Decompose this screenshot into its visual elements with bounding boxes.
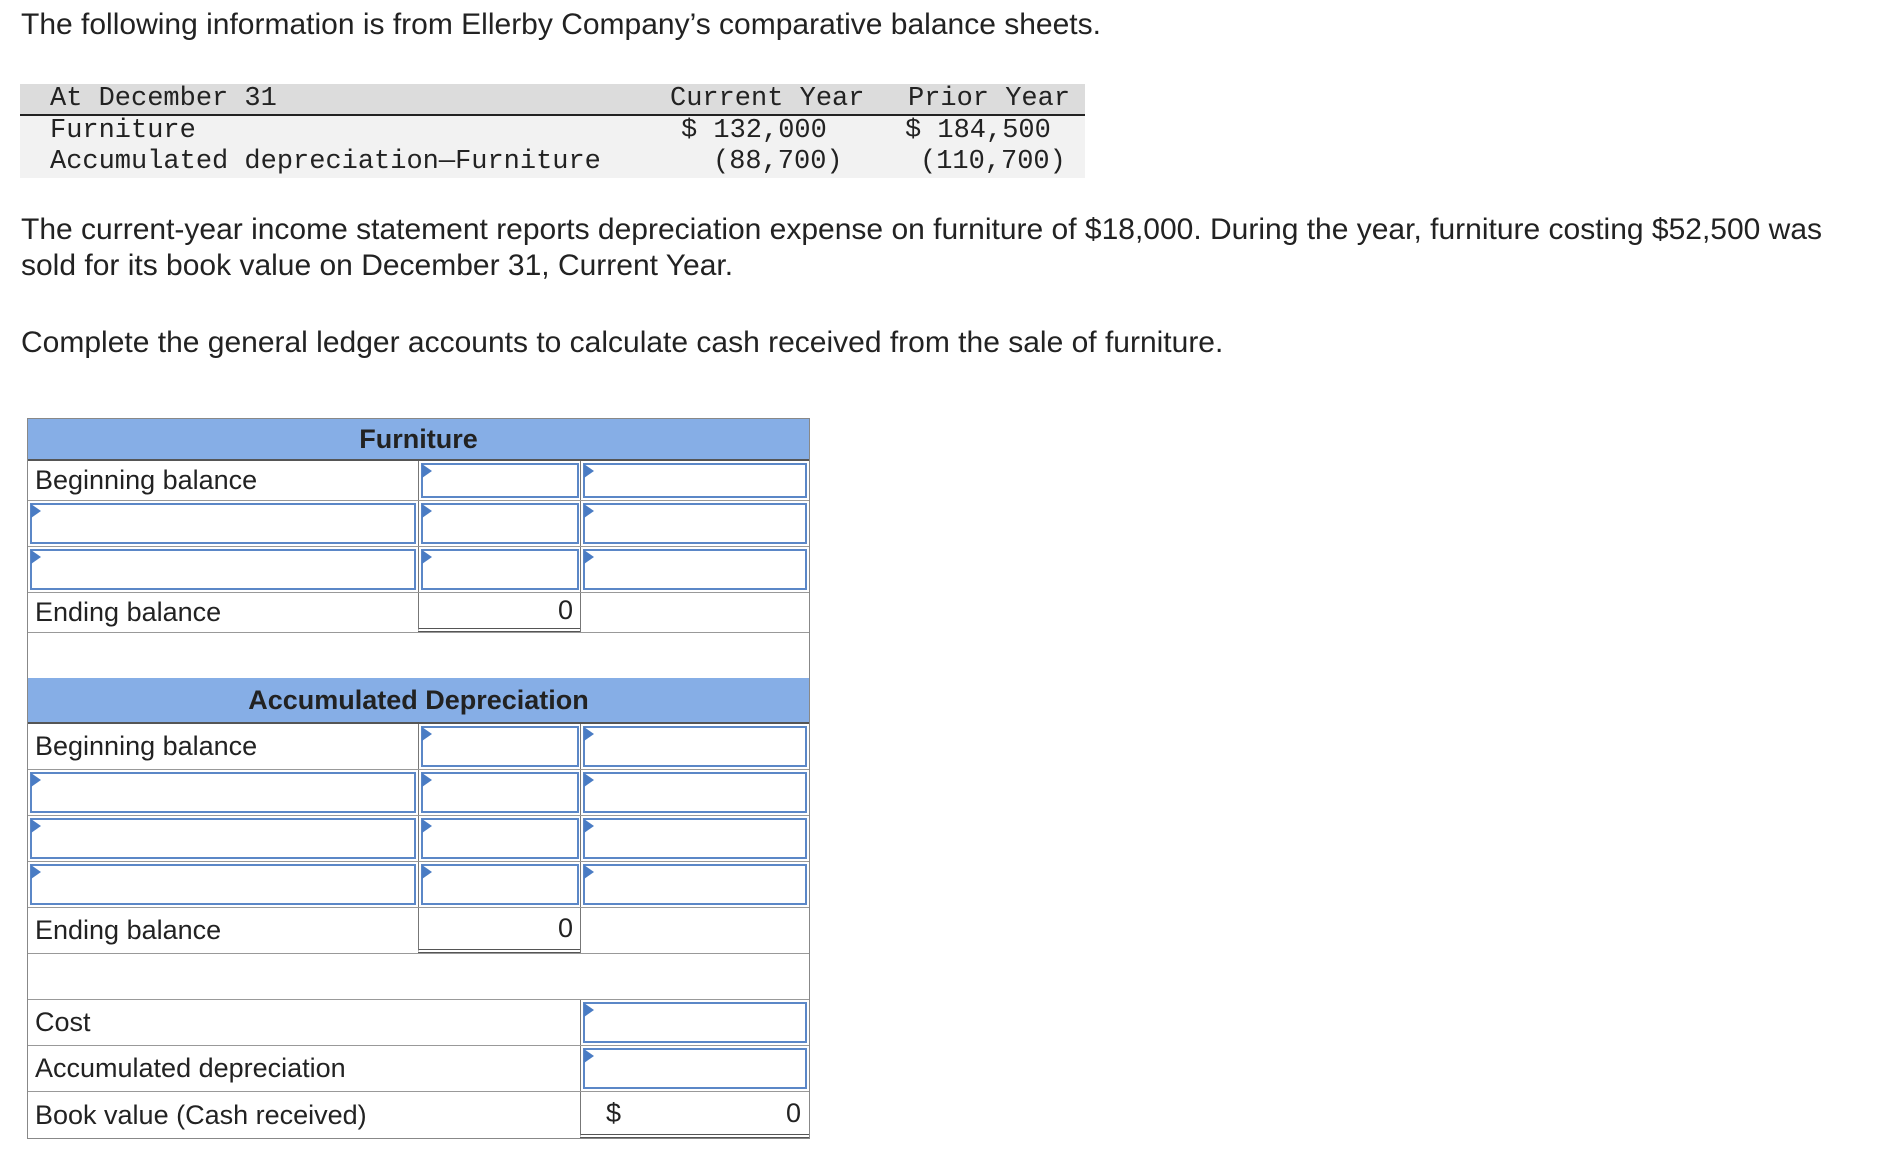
furniture-ledger-title: Furniture bbox=[28, 419, 809, 461]
accum-entry1-debit-input[interactable] bbox=[421, 772, 579, 813]
accum-dep-label: Accumulated depreciation bbox=[35, 1053, 346, 1083]
spacer-row bbox=[28, 633, 809, 679]
row-label: Furniture bbox=[50, 116, 196, 146]
row-current-value: $ 132,000 bbox=[681, 116, 827, 146]
ending-balance-label: Ending balance bbox=[35, 597, 222, 627]
row-label: Accumulated depreciation—Furniture bbox=[50, 147, 601, 177]
accum-beginning-row bbox=[28, 724, 809, 770]
furniture-entry1-credit-input[interactable] bbox=[583, 503, 807, 544]
beginning-balance-label: Beginning balance bbox=[35, 731, 258, 761]
furniture-beginning-credit-input[interactable] bbox=[583, 463, 807, 498]
label-cell bbox=[28, 816, 418, 861]
debit-cell bbox=[418, 547, 581, 592]
credit-cell bbox=[580, 908, 809, 953]
furniture-entry2-label-input[interactable] bbox=[30, 549, 416, 590]
spacer-row bbox=[28, 954, 809, 1000]
accum-entry2-debit-input[interactable] bbox=[421, 818, 579, 859]
accum-dep-ledger-title: Accumulated Depreciation bbox=[28, 678, 809, 724]
accum-entry2-label-input[interactable] bbox=[30, 818, 416, 859]
label-cell bbox=[28, 862, 418, 907]
credit-cell bbox=[580, 593, 809, 632]
label-cell bbox=[28, 770, 418, 815]
accum-entry3-label-input[interactable] bbox=[30, 864, 416, 905]
value-cell bbox=[580, 1000, 809, 1045]
accum-ending-row bbox=[28, 908, 809, 954]
header-current-year: Current Year bbox=[670, 84, 865, 114]
book-value-row bbox=[28, 1092, 809, 1138]
furniture-entry1-debit-input[interactable] bbox=[421, 503, 579, 544]
book-value-amount: 0 bbox=[785, 1097, 801, 1128]
furniture-entry2-credit-input[interactable] bbox=[583, 549, 807, 590]
label-cell bbox=[28, 547, 418, 592]
accum-beginning-debit-input[interactable] bbox=[421, 726, 579, 767]
furniture-entry2-debit-input[interactable] bbox=[421, 549, 579, 590]
accum-ending-value-cell bbox=[418, 908, 581, 953]
intro-text: The following information is from Ellerby Company’s comparative balance sheets. bbox=[21, 8, 1101, 41]
row-current-value: (88,700) bbox=[713, 147, 843, 177]
header-label: At December 31 bbox=[50, 84, 277, 114]
book-value-label: Book value (Cash received) bbox=[35, 1099, 367, 1130]
problem-paragraph: The current-year income statement reports depreciation expense on furniture of $18,000. During the year, furniture costing $52,500 was sold for its book value on December 31, Current Year. bbox=[21, 213, 1823, 282]
credit-cell bbox=[580, 816, 809, 861]
credit-cell bbox=[580, 770, 809, 815]
accum-dep-input[interactable] bbox=[583, 1048, 807, 1089]
accum-entry-row bbox=[28, 816, 809, 862]
credit-cell bbox=[580, 724, 809, 769]
balance-sheet-table bbox=[20, 84, 1085, 178]
cost-label: Cost bbox=[35, 1007, 91, 1037]
value-cell bbox=[580, 1046, 809, 1091]
currency-symbol: $ bbox=[606, 1097, 622, 1128]
header-prior-year: Prior Year bbox=[908, 84, 1071, 114]
credit-cell bbox=[580, 461, 809, 500]
accum-ending-value: 0 bbox=[557, 913, 573, 943]
balance-sheet-header bbox=[20, 84, 1085, 116]
accum-entry3-debit-input[interactable] bbox=[421, 864, 579, 905]
row-prior-value: (110,700) bbox=[920, 147, 1066, 177]
credit-cell bbox=[580, 501, 809, 546]
accum-entry1-label-input[interactable] bbox=[30, 772, 416, 813]
accum-entry3-credit-input[interactable] bbox=[583, 864, 807, 905]
furniture-beginning-debit-input[interactable] bbox=[421, 463, 579, 498]
row-prior-value: $ 184,500 bbox=[905, 116, 1051, 146]
accum-beginning-credit-input[interactable] bbox=[583, 726, 807, 767]
furniture-entry-row bbox=[28, 501, 809, 547]
cost-row bbox=[28, 1000, 809, 1046]
credit-cell bbox=[580, 862, 809, 907]
instructions-paragraph: Complete the general ledger accounts to calculate cash received from the sale of furniture. bbox=[21, 326, 1224, 359]
debit-cell bbox=[418, 816, 581, 861]
debit-cell bbox=[418, 501, 581, 546]
accum-entry-row bbox=[28, 770, 809, 816]
ending-balance-label: Ending balance bbox=[35, 915, 222, 945]
furniture-ledger bbox=[27, 418, 810, 680]
furniture-ending-value-cell bbox=[418, 593, 581, 632]
furniture-entry-row bbox=[28, 547, 809, 593]
book-value-cell bbox=[580, 1092, 809, 1138]
accum-dep-ledger bbox=[27, 678, 810, 1139]
accum-entry1-credit-input[interactable] bbox=[583, 772, 807, 813]
furniture-beginning-row bbox=[28, 461, 809, 501]
label-cell bbox=[28, 501, 418, 546]
balance-sheet-row-accum bbox=[20, 147, 1085, 178]
furniture-ending-value: 0 bbox=[557, 595, 573, 625]
beginning-balance-label: Beginning balance bbox=[35, 465, 258, 495]
debit-cell bbox=[418, 461, 581, 500]
debit-cell bbox=[418, 770, 581, 815]
furniture-ending-row bbox=[28, 593, 809, 633]
debit-cell bbox=[418, 862, 581, 907]
accum-dep-row bbox=[28, 1046, 809, 1092]
debit-cell bbox=[418, 724, 581, 769]
balance-sheet-row-furniture bbox=[20, 116, 1085, 147]
cost-input[interactable] bbox=[583, 1002, 807, 1043]
accum-entry-row bbox=[28, 862, 809, 908]
credit-cell bbox=[580, 547, 809, 592]
furniture-entry1-label-input[interactable] bbox=[30, 503, 416, 544]
accum-entry2-credit-input[interactable] bbox=[583, 818, 807, 859]
